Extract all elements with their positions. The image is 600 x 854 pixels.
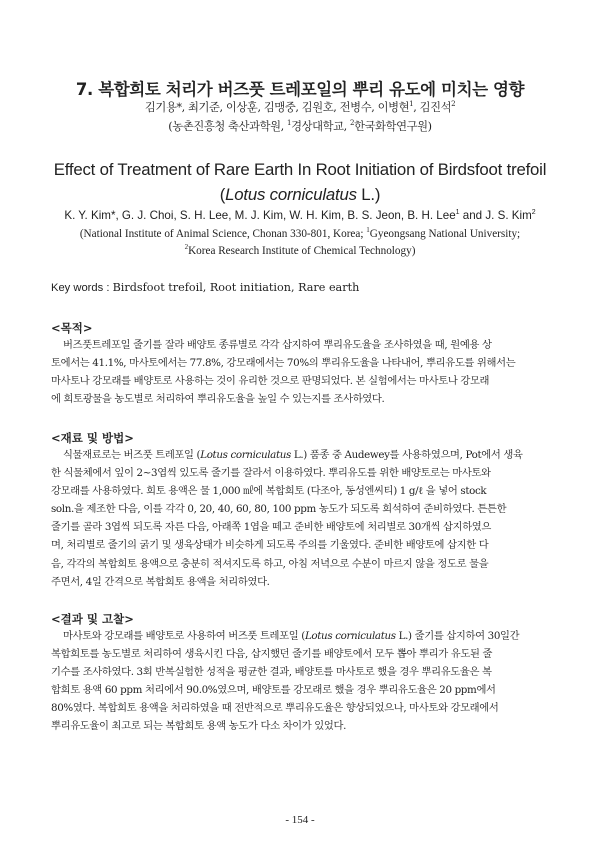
keywords-values: Birdsfoot trefoil, Root initiation, Rare earth: [112, 281, 360, 294]
section-heading-results: <결과 및 고찰>: [51, 612, 134, 626]
korean-affiliations: (농촌진흥청 축산과학원, $^1$경상대학교, $^2$한국화학연구원): [168, 119, 432, 133]
section-body-methods: [51, 446, 566, 591]
english-authors: K. Y. Kim*, G. J. Choi, S. H. Lee, M. J. Kim, W. H. Kim, B. S. Jeon, B. H. Lee$^1$ and J. S. Kim$^2$: [64, 209, 536, 222]
english-affiliation-line1: (National Institute of Animal Science, Chonan 330-801, Korea; $^1$Gyeongsang National University;: [79, 226, 521, 240]
text-line: 합희토 용액 60 ppm 처리에서 90.0%였으며, 배양토를 강모래로 했을 경우 뿌리유도율은 20 ppm에서: [51, 684, 496, 697]
keywords-label: Key words :: [51, 282, 113, 294]
text-line: 음, 각각의 복합희토 용액으로 충분히 적셔지도록 하고, 아침 저녁으로 수분이 마르지 않을 정도로 물을: [51, 557, 489, 570]
text-line: 마사토나 강모래를 배양토로 사용하는 것이 유리한 것으로 판명되었다. 본 실험에서는 마사토나 강모래: [51, 375, 490, 388]
text-line: 줄기를 골라 3엽씩 되도록 자른 다음, 아래쪽 1엽을 떼고 준비한 배양토에 처리별로 30개씩 삽지하였으: [51, 521, 492, 534]
page-number: - 154 -: [285, 814, 315, 826]
text-line: soln.을 제조한 다음, 이를 각각 0, 20, 40, 60, 80, 100 ppm 농도가 되도록 희석하여 준비하였다. 튼튼한: [51, 503, 507, 516]
section-heading-purpose: <목적>: [51, 321, 93, 335]
text-line: 복합희토를 농도별로 처리하여 생육시킨 다음, 삽지했던 줄기를 배양토에서 모두 뽑아 뿌리가 유도된 줄: [51, 648, 493, 661]
english-title-line1: Effect of Treatment of Rare Earth In Root Initiation of Birdsfoot trefoil: [53, 160, 547, 179]
text-line: 뿌리유도율이 최고로 되는 복합희토 용액 농도가 다소 차이가 있었다.: [51, 720, 347, 733]
text-line: 에 희토광물을 농도별로 처리하여 뿌리유도율을 높일 수 있는지를 조사하였다.: [51, 393, 385, 406]
text-line: 토에서는 41.1%, 마사토에서는 77.8%, 강모래에서는 70%의 뿌리유도율을 나타내어, 뿌리유도를 위해서는: [51, 357, 516, 370]
text-line: 80%였다. 복합희토 용액을 처리하였을 때 전반적으로 뿌리유도율은 향상되었으나, 마사토와 강모래에서: [51, 702, 499, 715]
keywords: [51, 281, 359, 294]
section-body-results: [51, 627, 566, 736]
section-heading-methods: <재료 및 방법>: [51, 431, 134, 445]
korean-authors: 김기용*, 최기준, 이상훈, 김맹중, 김원호, 전병수, 이병현$^1$, 김진석$^2$: [144, 100, 456, 114]
text-line: 강모래를 사용하였다. 희토 용액은 물 1,000 ㎖에 복합희토 (다조아, 동성엔씨티) 1 g/ℓ 을 넣어 stock: [51, 485, 487, 498]
english-title-line2: (Lotus corniculatus L.): [219, 185, 381, 204]
korean-title: 7. 복합희토 처리가 버즈풋 트레포일의 뿌리 유도에 미치는 영향: [75, 80, 525, 99]
text-line: 마사토와 강모래를 배양토로 사용하여 버즈풋 트레포일 (Lotus corniculatus L.) 줄기를 삽지하여 30일간: [63, 630, 520, 642]
text-line: 한 식물체에서 잎이 2~3엽씩 있도록 줄기를 잘라서 이용하였다. 뿌리유도를 위한 배양토로는 마사토와: [51, 467, 491, 480]
text-line: 며, 처리별로 줄기의 굵기 및 생육상태가 비슷하게 되도록 주의를 기울였다. 준비한 배양토에 삽지한 다: [51, 539, 489, 552]
section-body-purpose: [51, 336, 566, 408]
text-line: 식물재료로는 버즈풋 트레포일 (Lotus corniculatus L.) 품종 중 Audewey를 사용하였으며, Pot에서 생육: [63, 449, 523, 461]
text-line: 버즈풋트레포일 줄기를 잘라 배양토 종류별로 각각 삽지하여 뿌리유도율을 조사하였을 때, 원예용 상: [63, 339, 492, 351]
text-line: 주면서, 4일 간격으로 복합희토 용액을 처리하였다.: [51, 575, 270, 588]
english-affiliation-line2: $^2$Korea Research Institute of Chemical Technology): [184, 243, 416, 257]
text-line: 기수를 조사하였다. 3회 반복실험한 성적을 평균한 결과, 배양토를 마사토로 했을 경우 뿌리유도율은 복: [51, 666, 492, 679]
